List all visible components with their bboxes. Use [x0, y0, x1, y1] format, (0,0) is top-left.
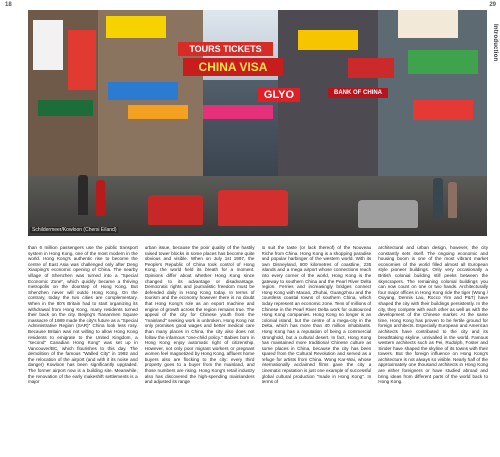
section-tab	[487, 10, 500, 150]
photo-person	[78, 175, 88, 215]
bank-sign: BANK OF CHINA	[328, 88, 388, 98]
page-number-right: 29	[489, 2, 496, 8]
tours-sign: TOURS TICKETS	[178, 42, 273, 56]
glyo-sign: GLYO	[258, 88, 300, 102]
photo-sign-block	[298, 30, 358, 50]
text-column-3	[262, 245, 372, 450]
photo-sign-block	[68, 30, 96, 90]
page-number-left: 18	[5, 2, 12, 8]
section-tab-label: Introduction	[492, 24, 498, 62]
photo-car	[358, 200, 418, 228]
column-paragraph: urban issue, because the poor quality of the hastily raised tower blocks in some places has become quite obvious and visible. When on July 1st 1997, the People's Republic of China took control of Hong Kong, the world held its breath for a moment. Opinions differ about whether Hong Kong since changed to its advantage or disadvantage. Democratic rights and journalistic freedom must be defended daily in Hong Kong today. In terms of tourism and the economy however there is no doubt that Hong Kong's role as an export machine and engine of growth across the region remains true. The appeal of the city for Chinese youth from the "mainland" seeking work is unbroken. Hong Kong not only promises good wages and better medical care than many places in China, the city also does not follow the infamous "one-child policy." Babies born in Hong Kong enjoy automatic right of citizenship. However, not only poor migrant workers or pregnant women feel magnetized by Hong Kong, affluent home buyers also are flocking to the city: every third property goes to a buyer from the mainland, and those numbers are rising. Hong Kong's retail industry also has discovered the high-spending mainlanders and adjusted its range	[144, 245, 255, 385]
photo-person	[96, 180, 105, 216]
column-paragraph: to suit the taste (or lack thereof) of the Nouveau Riche from China. Hong Kong is a shopping paradise and popular harbinger of the western world. With its own Disneyland, 800 kilometres of coastline, 235 islands and a mega airport whose connections reach into every corner of the world, Hong Kong is the gateway to southern China and the Pearl River Delta region. Ferries and increasingly bridges connect Hong Kong with Macao, Zhuhai, Guangzhou and the countless coastal towns of southern China, which today represent an economic zone. Tens of millions of Chinese in the Pearl River Delta work for outsourced Hong Kong companies. Hong Kong no longer is an colonial island, but the centre of a mega-city in the Delta, which has more than 40 million inhabitants. Hong Kong has a reputation of being a commercial stronghold, but a cultural desert. In fact, Hong Kong has maintained more traditional Chinese culture as some places in China, because the city has been spared from the Cultural Revolution and served as a refuge for artists from China. Wong Kar-Wai, whose internationally acclaimed films gave the city a cinematic reputation is just one example of successful global cultural production "made in Hong Kong". In terms of	[261, 245, 372, 385]
photo-sign-block	[33, 20, 63, 70]
photo-sign-block	[408, 50, 478, 74]
article-body	[28, 245, 488, 450]
china-visa-sign: CHINA VISA	[183, 58, 283, 76]
photo-sign-block	[203, 105, 273, 119]
photo-sign-block	[348, 58, 394, 78]
photo-person	[433, 178, 443, 218]
photo-taxi	[218, 190, 288, 226]
street-photo	[28, 10, 487, 236]
photo-taxi	[148, 195, 203, 225]
text-column-1	[28, 245, 138, 450]
column-paragraph: architectural and urban design, however, the city constantly sets itself. The ongoing economic and housing boom is one of the most vibrant market economies of the world filled almost all European style pioneer buildings. Only very occasionally a British colonial building still peeks between the skyscrapers. The remaining colonial buildings you can now count on one or two hands. Architecturally four major offices in Hong Kong ride the tiger (Wong / Ouyang, Dennis Lau, Rocco Yim and P&T) have shaped the city with their buildings persistently. In the city, they compete with each other as well as with the development of the Chinese market. At the same time, Hong Kong has proven to be fertile ground for foreign architects. Especially European and American architects have contributed to the city and its breathtaking skyline, unrivalled in the world. Famous western architects such as Pei, Rudolph, Foster and Sinder have shaped the skyline of its towns with their towers. But the foreign influence on Hong Kong's architecture is not always so visible. Nearly half of the approximately one thousand architects in Hong Kong are either foreigners or have studied abroad and bring ideas from different parts of the world back to Hong Kong.	[378, 245, 488, 385]
text-column-2	[145, 245, 255, 450]
photo-sign-block	[106, 16, 166, 38]
photo-caption: Schildermeer/Kowloon (Chersi Eiland)	[32, 227, 117, 233]
photo-person	[448, 182, 457, 218]
text-column-4	[378, 245, 488, 450]
photo-sign-block	[398, 10, 458, 38]
photo-sign-block	[413, 100, 473, 120]
column-paragraph: than 6 million passengers use the public transport system in Hong Kong, one of the most modern in the world. Hong Kong's authentic rise to become the centre of East Asia was challenged only after Deng Xiaoping's economic opening of China. The nearby village of Shenzhen was turned into a "Special Economic Zone", which quickly became a thriving metropolis on the doorstep of Hong Kong. But Shenzhen never will outdo Hong Kong. On the contrary, today the two cities are complementary. When in the 80's Britain had to start organizing its withdrawal from Hong Kong, many residents turned their back on the city. Beijing's Tiananmen Square massacre of 1989 made the city's future as a "Special Administrative Region (SAR)" China look less rosy. Because Britain was not willing to allow Hong Kong residents to emigrate to the United Kingdom, a "second" Canadian Hong Kong" was set up in Vancouver/BC, which flourishes to this day. The demolition of the famous "Walled City" in 1992 and the relocation of the airport (and with it its noise and danger) Kowloon has been significantly upgraded. The former airport now is a building site. Meanwhile, the renovation of the early makeshift settlements is a major	[28, 245, 138, 385]
photo-sign-block	[128, 105, 188, 119]
photo-sign-block	[108, 82, 178, 100]
photo-sign-block	[38, 100, 93, 116]
